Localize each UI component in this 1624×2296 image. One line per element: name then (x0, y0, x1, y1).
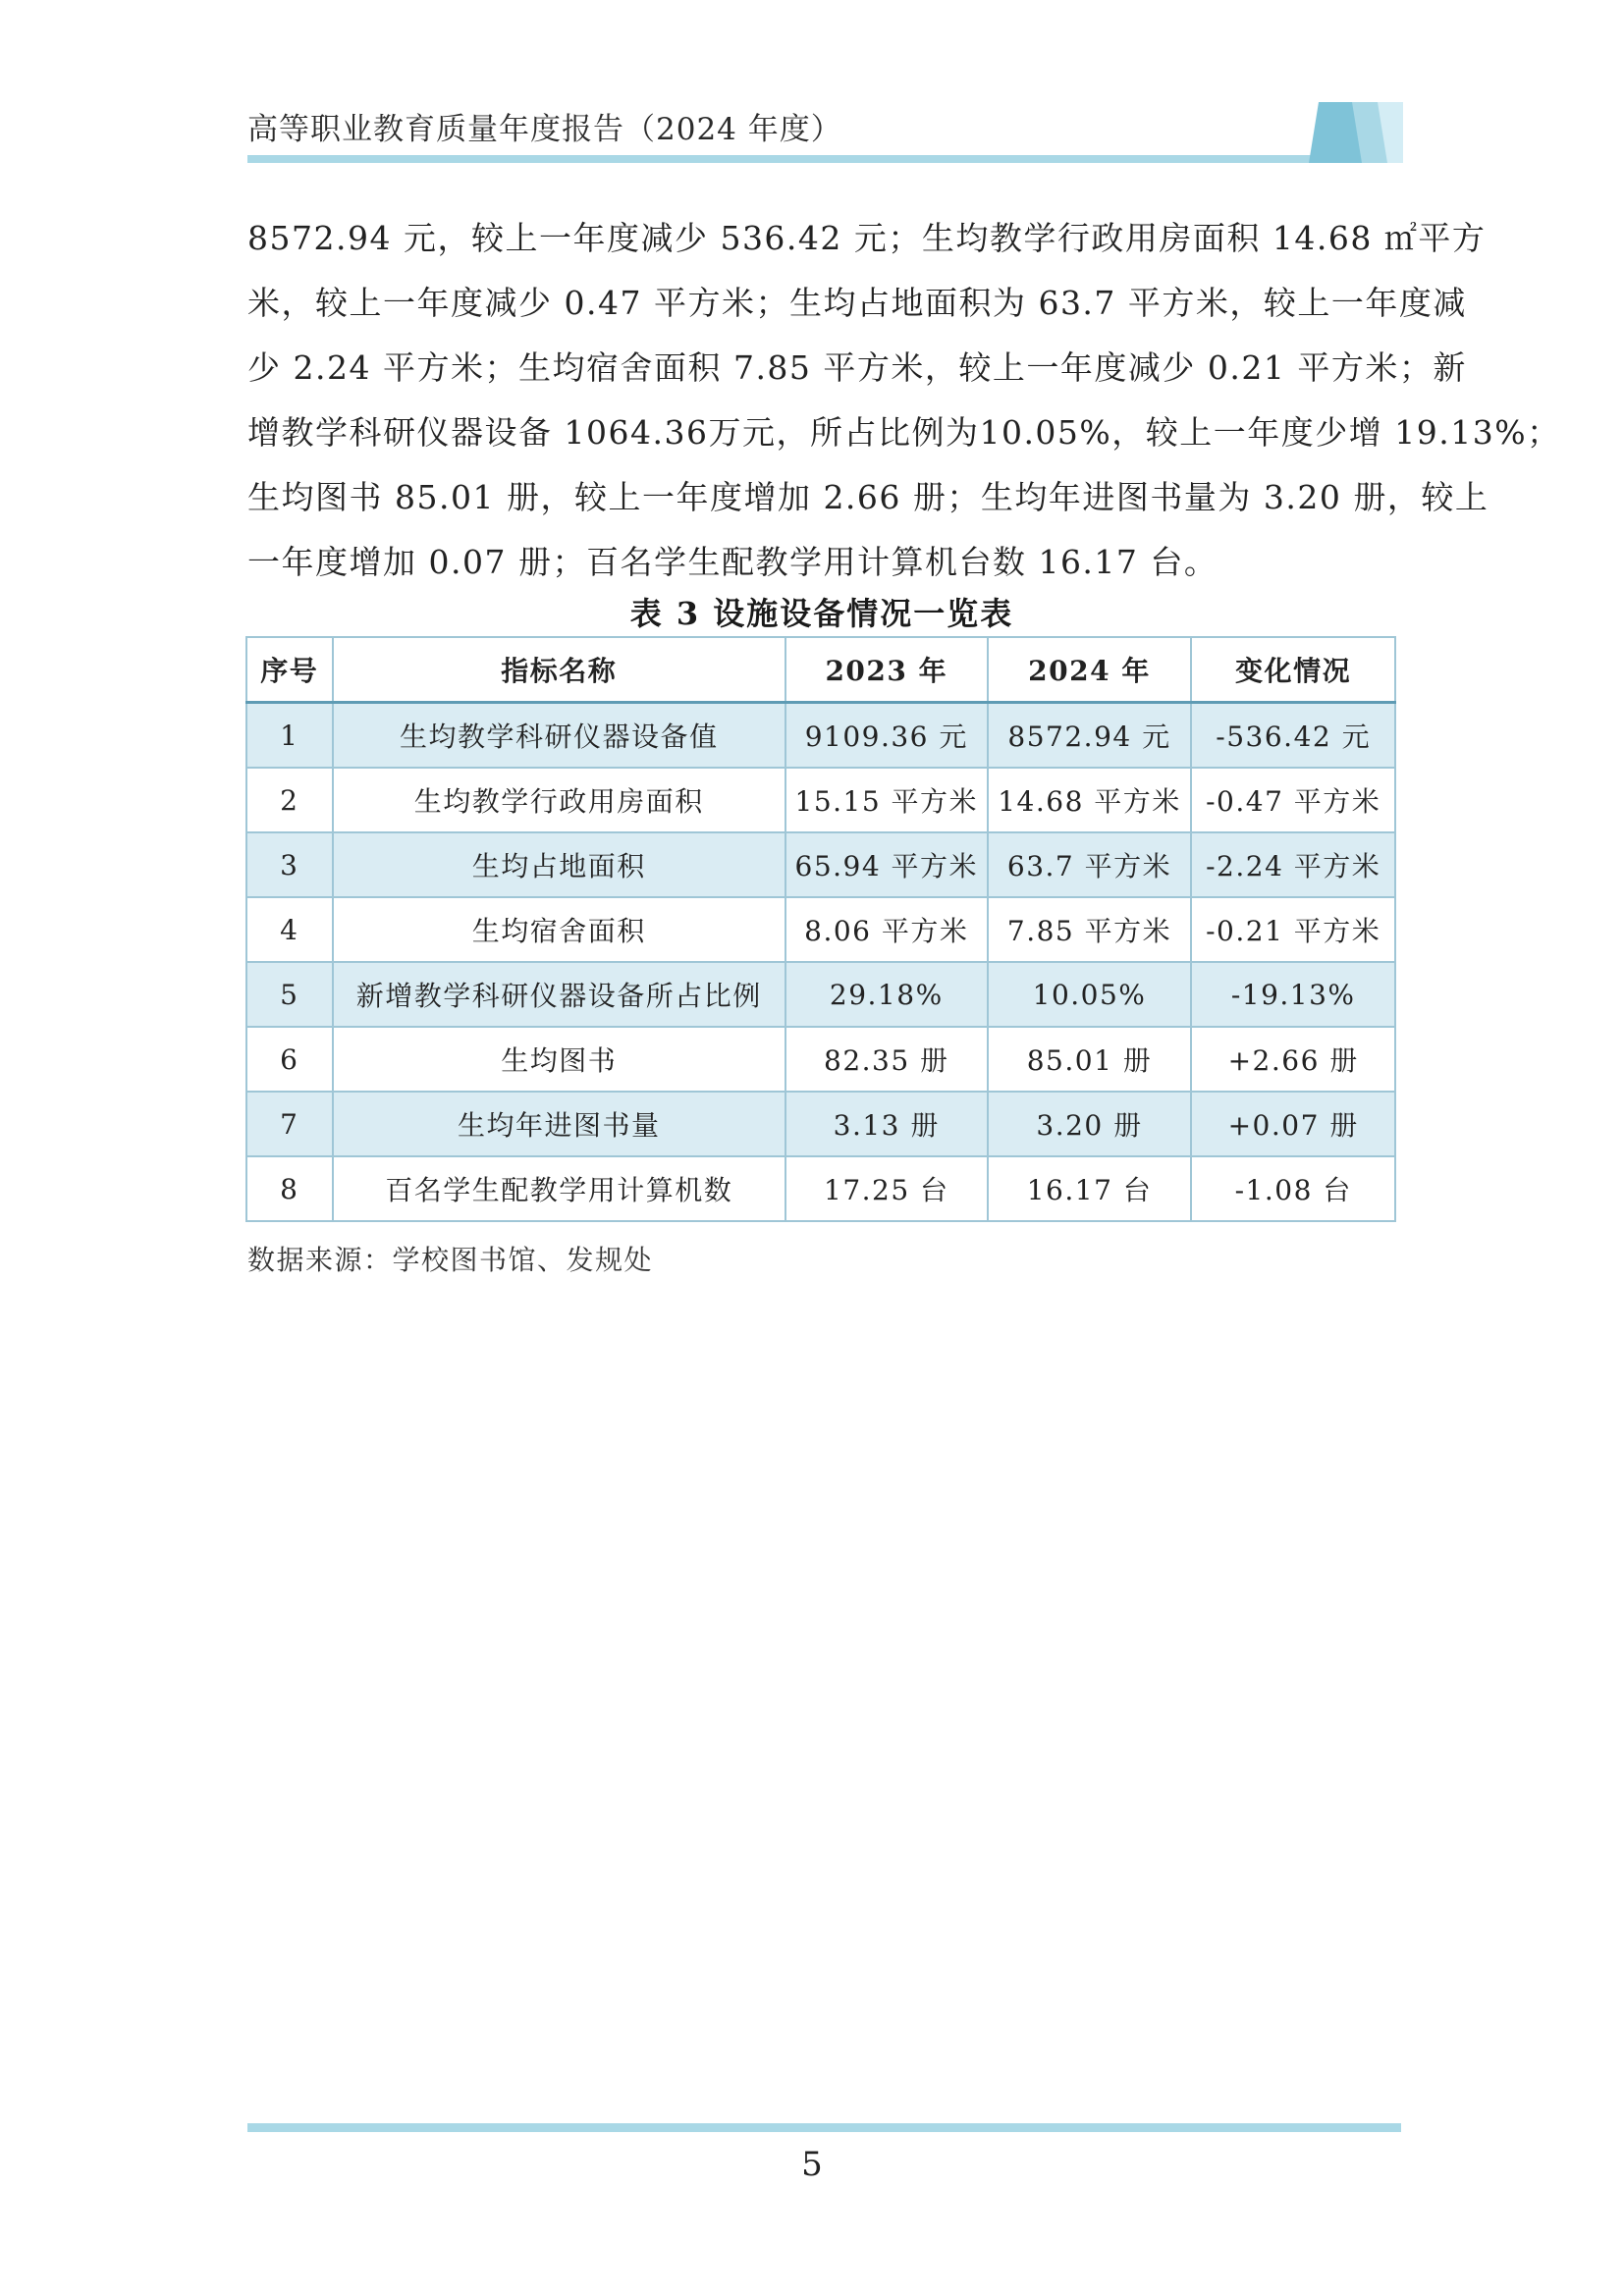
row-indicator: 生均图书 (333, 1027, 785, 1092)
row-value-2024: 16.17 台 (988, 1156, 1192, 1221)
row-change: -0.47 平方米 (1191, 768, 1395, 832)
row-indicator: 生均教学科研仪器设备值 (333, 703, 785, 769)
table-source-note: 数据来源：学校图书馆、发规处 (247, 1244, 654, 1276)
row-value-2024: 14.68 平方米 (988, 768, 1192, 832)
body-line: 生均图书 85.01 册，较上一年度增加 2.66 册；生均年进图书量为 3.20 册，较上 (247, 478, 1489, 516)
body-line: 8572.94 元，较上一年度减少 536.42 元；生均教学行政用房面积 14.68 ㎡平方 (247, 219, 1487, 257)
row-indicator: 生均占地面积 (333, 832, 785, 897)
table-row (246, 768, 1395, 832)
body-line: 增教学科研仪器设备 1064.36万元，所占比例为10.05%，较上一年度少增 19.13%； (247, 413, 1561, 452)
row-indicator: 生均教学行政用房面积 (333, 768, 785, 832)
row-indicator: 生均年进图书量 (333, 1092, 785, 1156)
table-row (246, 1156, 1395, 1221)
row-value-2023: 8.06 平方米 (785, 897, 988, 962)
row-value-2023: 65.94 平方米 (785, 832, 988, 897)
row-value-2024: 3.20 册 (988, 1092, 1192, 1156)
table-row (246, 703, 1395, 769)
row-value-2024: 8572.94 元 (988, 703, 1192, 769)
report-header-title: 高等职业教育质量年度报告（2024 年度） (247, 112, 842, 147)
row-value-2024: 63.7 平方米 (988, 832, 1192, 897)
facilities-table (245, 636, 1396, 1222)
column-header-change: 变化情况 (1191, 637, 1395, 703)
row-value-2023: 17.25 台 (785, 1156, 988, 1221)
row-index: 2 (246, 768, 333, 832)
column-header-index: 序号 (246, 637, 333, 703)
table-row (246, 1027, 1395, 1092)
row-value-2024: 10.05% (988, 962, 1192, 1027)
row-value-2024: 7.85 平方米 (988, 897, 1192, 962)
row-change: +2.66 册 (1191, 1027, 1395, 1092)
row-indicator: 生均宿舍面积 (333, 897, 785, 962)
table-row (246, 962, 1395, 1027)
row-index: 8 (246, 1156, 333, 1221)
table-row (246, 832, 1395, 897)
row-index: 5 (246, 962, 333, 1027)
row-index: 1 (246, 703, 333, 769)
table-row (246, 897, 1395, 962)
body-line: 米，较上一年度减少 0.47 平方米；生均占地面积为 63.7 平方米，较上一年度减 (247, 284, 1467, 322)
header-decoration-graphic (1309, 102, 1403, 163)
row-change: +0.07 册 (1191, 1092, 1395, 1156)
body-line: 一年度增加 0.07 册；百名学生配教学用计算机台数 16.17 台。 (247, 543, 1218, 581)
footer-rule (247, 2123, 1401, 2132)
page-number: 5 (801, 2145, 823, 2184)
row-index: 6 (246, 1027, 333, 1092)
row-value-2023: 3.13 册 (785, 1092, 988, 1156)
row-index: 7 (246, 1092, 333, 1156)
body-paragraph (247, 206, 1561, 595)
row-change: -1.08 台 (1191, 1156, 1395, 1221)
row-change: -0.21 平方米 (1191, 897, 1395, 962)
column-header-indicator: 指标名称 (333, 637, 785, 703)
row-value-2023: 15.15 平方米 (785, 768, 988, 832)
row-value-2024: 85.01 册 (988, 1027, 1192, 1092)
row-indicator: 百名学生配教学用计算机数 (333, 1156, 785, 1221)
row-value-2023: 29.18% (785, 962, 988, 1027)
row-value-2023: 9109.36 元 (785, 703, 988, 769)
row-value-2023: 82.35 册 (785, 1027, 988, 1092)
row-change: -2.24 平方米 (1191, 832, 1395, 897)
body-line: 少 2.24 平方米；生均宿舍面积 7.85 平方米，较上一年度减少 0.21 平方米；新 (247, 348, 1467, 387)
row-indicator: 新增教学科研仪器设备所占比例 (333, 962, 785, 1027)
row-index: 3 (246, 832, 333, 897)
table-header-row (246, 637, 1395, 703)
header-rule (247, 155, 1401, 163)
row-change: -536.42 元 (1191, 703, 1395, 769)
row-index: 4 (246, 897, 333, 962)
table-caption: 表 3 设施设备情况一览表 (629, 595, 1014, 632)
row-change: -19.13% (1191, 962, 1395, 1027)
column-header-2024: 2024 年 (988, 637, 1192, 703)
column-header-2023: 2023 年 (785, 637, 988, 703)
table-row (246, 1092, 1395, 1156)
